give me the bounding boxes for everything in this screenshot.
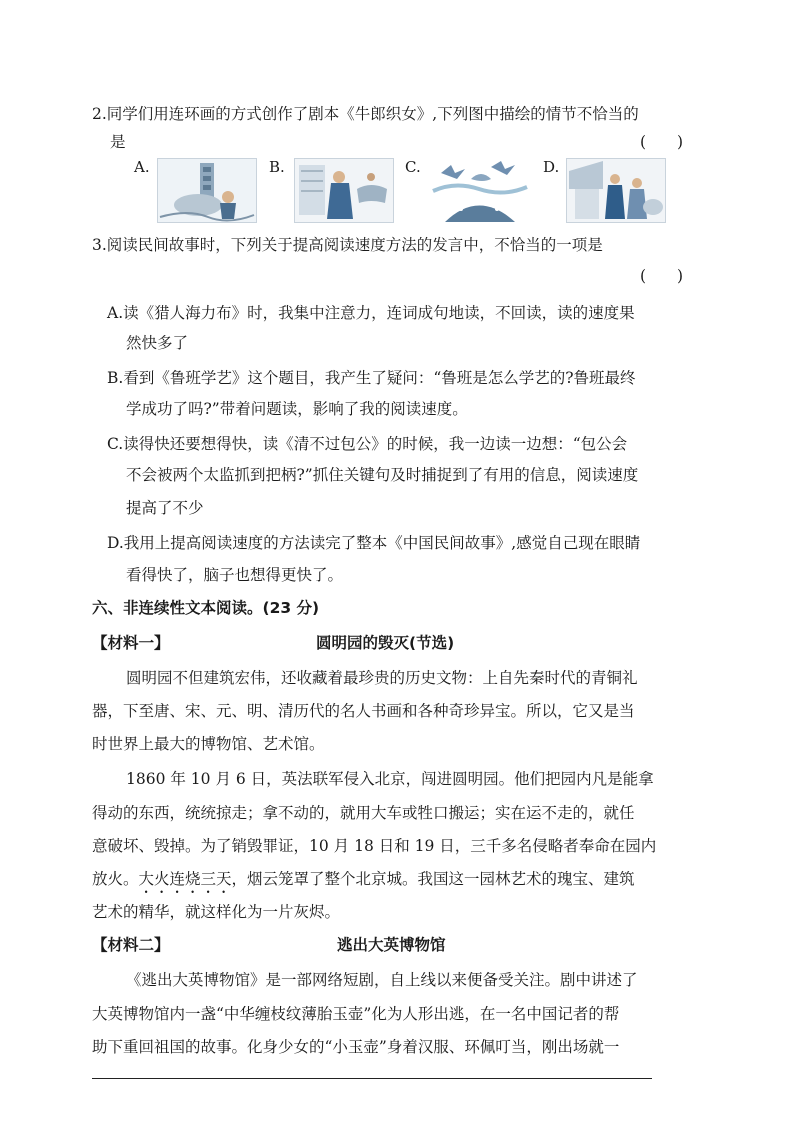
q3-stem: 3.阅读民间故事时，下列关于提高阅读速度方法的发言中，不恰当的一项是	[92, 236, 603, 254]
q2-answer-bracket: ( )	[640, 133, 684, 151]
material-1-title: 圆明园的毁灭(节选)	[316, 634, 455, 652]
q3-option-a-line2[interactable]: 然快多了	[126, 334, 189, 352]
material-2-title: 逃出大英博物馆	[337, 936, 446, 954]
q2-option-d-illustration[interactable]	[566, 158, 666, 223]
material-1-p1-line3: 时世界上最大的博物馆、艺术馆。	[92, 735, 325, 753]
material-2-label: 【材料二】	[92, 936, 170, 954]
material-2-p1-line1: 《逃出大英博物馆》是一部网络短剧，自上线以来便备受关注。剧中讲述了	[126, 971, 638, 989]
q2-option-c-illustration[interactable]	[430, 158, 530, 223]
q3-option-b-line1[interactable]: B.看到《鲁班学艺》这个题目，我产生了疑问：“鲁班是怎么学艺的?鲁班最终	[107, 369, 636, 387]
section-6-heading: 六、非连续性文本阅读。(23 分)	[92, 599, 320, 617]
q2-option-b-illustration[interactable]	[294, 158, 394, 223]
q3-option-c-line3[interactable]: 提高了不少	[126, 499, 204, 517]
family-reunion-illustration	[567, 159, 665, 222]
q2-option-c-label[interactable]: C.	[405, 158, 421, 176]
footer-rule	[92, 1078, 652, 1079]
q2-option-d-label[interactable]: D.	[543, 158, 560, 176]
weaving-girl-illustration	[295, 159, 393, 222]
material-1-p1-line1: 圆明园不但建筑宏伟，还收藏着最珍贵的历史文物：上自先秦时代的青铜礼	[126, 669, 638, 687]
q2-option-a-illustration[interactable]	[157, 158, 257, 223]
material-1-p2-line4	[92, 868, 635, 897]
q3-option-c-line2[interactable]: 不会被两个太监抓到把柄?”抓住关键句及时捕捉到了有用的信息，阅读速度	[126, 466, 639, 484]
material-1-p2-line4-start: 放火。	[92, 870, 139, 888]
q2-option-a-label[interactable]: A.	[134, 158, 150, 176]
material-2-p1-line2: 大英博物馆内一盏“中华缠枝纹薄胎玉壶”化为人形出逃，在一名中国记者的帮	[92, 1005, 620, 1023]
q3-option-c-line1[interactable]: C.读得快还要想得快，读《清不过包公》的时候，我一边读一边想：“包公会	[107, 435, 628, 453]
q2-option-b-label[interactable]: B.	[269, 158, 285, 176]
material-1-p2-line1: 1860 年 10 月 6 日，英法联军侵入北京，闯进圆明园。他们把园内凡是能拿	[126, 770, 654, 788]
q3-option-a-line1[interactable]: A.读《猎人海力布》时，我集中注意力，连词成句地读，不回读，读的速度果	[107, 304, 635, 322]
emphasized-phrase: 大火连烧三天	[138, 870, 232, 888]
q3-option-d-line1[interactable]: D.我用上提高阅读速度的方法读完了整本《中国民间故事》,感觉自己现在眼睛	[107, 534, 641, 552]
cowherd-ox-illustration	[158, 159, 256, 222]
material-1-p2-line3: 意破坏、毁掉。为了销毁罪证，10 月 18 日和 19 日，三千多名侵略者奉命在园内	[92, 837, 657, 855]
q2-stem-line1: 2.同学们用连环画的方式创作了剧本《牛郎织女》,下列图中描绘的情节不恰当的	[92, 105, 639, 123]
q3-option-d-line2[interactable]: 看得快了，脑子也想得更快了。	[126, 566, 344, 584]
q3-answer-bracket: ( )	[640, 267, 684, 285]
magpie-bridge-illustration	[431, 159, 529, 222]
material-1-p1-line2: 器，下至唐、宋、元、明、清历代的名人书画和各种奇珍异宝。所以，它又是当	[92, 702, 635, 720]
q2-stem-line2: 是	[110, 133, 126, 151]
q3-option-b-line2[interactable]: 学成功了吗?”带着问题读，影响了我的阅读速度。	[126, 400, 468, 418]
material-1-p2-line2: 得动的东西，统统掠走；拿不动的，就用大车或牲口搬运；实在运不走的，就任	[92, 804, 635, 822]
material-2-p1-line3: 助下重回祖国的故事。化身少女的“小玉壶”身着汉服、环佩叮当，刚出场就一	[92, 1038, 620, 1056]
material-1-p2-line5: 艺术的精华，就这样化为一片灰烬。	[92, 903, 341, 921]
material-1-p2-line4-end: ，烟云笼罩了整个北京城。我国这一园林艺术的瑰宝、建筑	[231, 870, 635, 888]
material-1-label: 【材料一】	[92, 634, 170, 652]
